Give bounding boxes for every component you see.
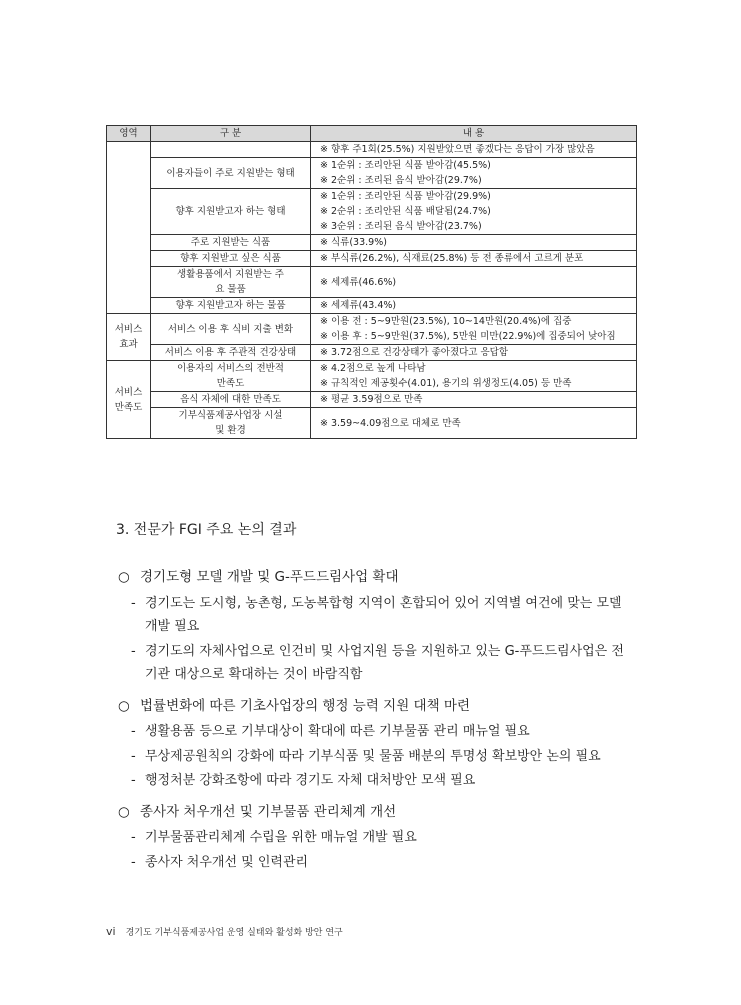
content-cell: [311, 251, 637, 267]
dash-icon: -: [131, 830, 136, 845]
table-row: [107, 267, 637, 298]
table-row: [107, 189, 637, 235]
table-row: [107, 408, 637, 439]
bullet-item-3: ○ 종사자 처우개선 및 기부물품 관리체계 개선: [118, 804, 397, 820]
category-cell: 이용자들이 주로 지원받는 형태: [151, 158, 311, 189]
circle-bullet-icon: ○: [118, 569, 130, 585]
category-cell: 생활용품에서 지원받는 주요 물품: [151, 267, 311, 298]
dash-icon: -: [131, 644, 136, 659]
category-cell: 음식 자체에 대한 만족도: [151, 392, 311, 408]
content-line: ※ 향후 주1회(25.5%) 지원받았으면 좋겠다는 응답이 가장 많았음: [320, 144, 595, 155]
content-cell: [311, 158, 637, 189]
page-number: vi: [106, 925, 116, 938]
content-cell: [311, 392, 637, 408]
content-cell: [311, 189, 637, 235]
content-cell: [311, 345, 637, 361]
content-line: ※ 부식류(26.2%), 식재료(25.8%) 등 전 종류에서 고르게 분포: [320, 253, 584, 264]
bullet-item-2: ○ 법률변화에 따른 기초사업장의 행정 능력 지원 대책 마련: [118, 698, 470, 714]
header-content: 내 용: [311, 126, 637, 142]
area-cell: 서비스 만족도: [107, 361, 151, 439]
content-line: ※ 이용 전 : 5~9만원(23.5%), 10~14만원(20.4%)에 집중: [320, 316, 572, 327]
dash-item: - 경기도는 도시형, 농촌형, 도농복합형 지역이 혼합되어 있어 지역별 여건에 맞는 모델: [131, 596, 622, 611]
circle-bullet-icon: ○: [118, 804, 130, 820]
category-cell: 주로 지원받는 식품: [151, 235, 311, 251]
table-row: [107, 235, 637, 251]
dash-item: - 종사자 처우개선 및 인력관리: [131, 855, 309, 870]
dash-item: - 기부물품관리체계 수립을 위한 매뉴얼 개발 필요: [131, 830, 417, 845]
category-cell: 향후 지원받고자 하는 물품: [151, 298, 311, 314]
dash-item: - 생활용품 등으로 기부대상이 확대에 따른 기부물품 관리 매뉴얼 필요: [131, 724, 530, 739]
section-title: 3. 전문가 FGI 주요 논의 결과: [116, 522, 297, 538]
dash-item-continued: 기관 대상으로 확대하는 것이 바람직함: [145, 667, 363, 682]
category-cell: 기부식품제공사업장 시설 및 환경: [151, 408, 311, 439]
dash-item: - 경기도의 자체사업으로 인건비 및 사업지원 등을 지원하고 있는 G-푸드드림사업은 전: [131, 644, 624, 659]
summary-table: [106, 125, 637, 439]
category-cell: 향후 지원받고 싶은 식품: [151, 251, 311, 267]
table-row: [107, 345, 637, 361]
category-cell: [151, 142, 311, 158]
content-line: ※ 규칙적인 제공횟수(4.01), 용기의 위생정도(4.05) 등 만족: [320, 378, 572, 389]
table-row: [107, 314, 637, 345]
dash-icon: -: [131, 596, 136, 611]
dash-icon: -: [131, 724, 136, 739]
content-cell: [311, 361, 637, 392]
content-line: ※ 2순위 : 조리된 음식 받아감(29.7%): [320, 175, 482, 186]
table-row: [107, 142, 637, 158]
content-cell: [311, 408, 637, 439]
area-cell: 서비스 효과: [107, 314, 151, 361]
content-cell: [311, 235, 637, 251]
content-cell: [311, 142, 637, 158]
content-line: ※ 2순위 : 조리안된 식품 배달됨(24.7%): [320, 206, 491, 217]
dash-item-continued: 개발 필요: [145, 619, 200, 634]
page-footer: [106, 925, 343, 938]
content-cell: [311, 267, 637, 298]
content-line: ※ 이용 후 : 5~9만원(37.5%), 5만원 미만(22.9%)에 집중되어 낮아짐: [320, 331, 616, 342]
content-line: ※ 평균 3.59점으로 만족: [320, 394, 423, 405]
content-line: ※ 3.72점으로 건강상태가 좋아졌다고 응답함: [320, 347, 509, 358]
table-header-row: [107, 126, 637, 142]
content-line: ※ 1순위 : 조리안된 식품 받아감(45.5%): [320, 160, 491, 171]
area-cell: [107, 142, 151, 314]
table-row: [107, 251, 637, 267]
content-line: ※ 1순위 : 조리안된 식품 받아감(29.9%): [320, 191, 491, 202]
content-line: ※ 3.59~4.09점으로 대체로 만족: [320, 417, 461, 429]
content-line: ※ 4.2점으로 높게 나타남: [320, 363, 426, 374]
dash-item: - 무상제공원칙의 강화에 따라 기부식품 및 물품 배분의 투명성 확보방안 논의 필요: [131, 749, 601, 764]
content-line: ※ 세제류(43.4%): [320, 300, 397, 311]
dash-icon: -: [131, 773, 136, 788]
category-cell: 서비스 이용 후 식비 지출 변화: [151, 314, 311, 345]
circle-bullet-icon: ○: [118, 698, 130, 714]
table-row: [107, 361, 637, 392]
category-cell: 서비스 이용 후 주관적 건강상태: [151, 345, 311, 361]
category-cell: 향후 지원받고자 하는 형태: [151, 189, 311, 235]
table-row: [107, 158, 637, 189]
dash-icon: -: [131, 855, 136, 870]
content-cell: [311, 314, 637, 345]
content-cell: [311, 298, 637, 314]
dash-item: - 행정처분 강화조항에 따라 경기도 자체 대처방안 모색 필요: [131, 773, 476, 788]
table-row: [107, 392, 637, 408]
header-category: 구 분: [151, 126, 311, 142]
footer-title: 경기도 기부식품제공사업 운영 실태와 활성화 방안 연구: [125, 928, 343, 938]
content-line: ※ 3순위 : 조리된 음식 받아감(23.7%): [320, 221, 482, 232]
header-area: 영역: [107, 126, 151, 142]
dash-icon: -: [131, 749, 136, 764]
bullet-item-1: ○ 경기도형 모델 개발 및 G-푸드드림사업 확대: [118, 569, 399, 585]
table-row: [107, 298, 637, 314]
category-cell: 이용자의 서비스의 전반적 만족도: [151, 361, 311, 392]
content-line: ※ 식류(33.9%): [320, 237, 387, 248]
content-line: ※ 세제류(46.6%): [320, 276, 397, 288]
